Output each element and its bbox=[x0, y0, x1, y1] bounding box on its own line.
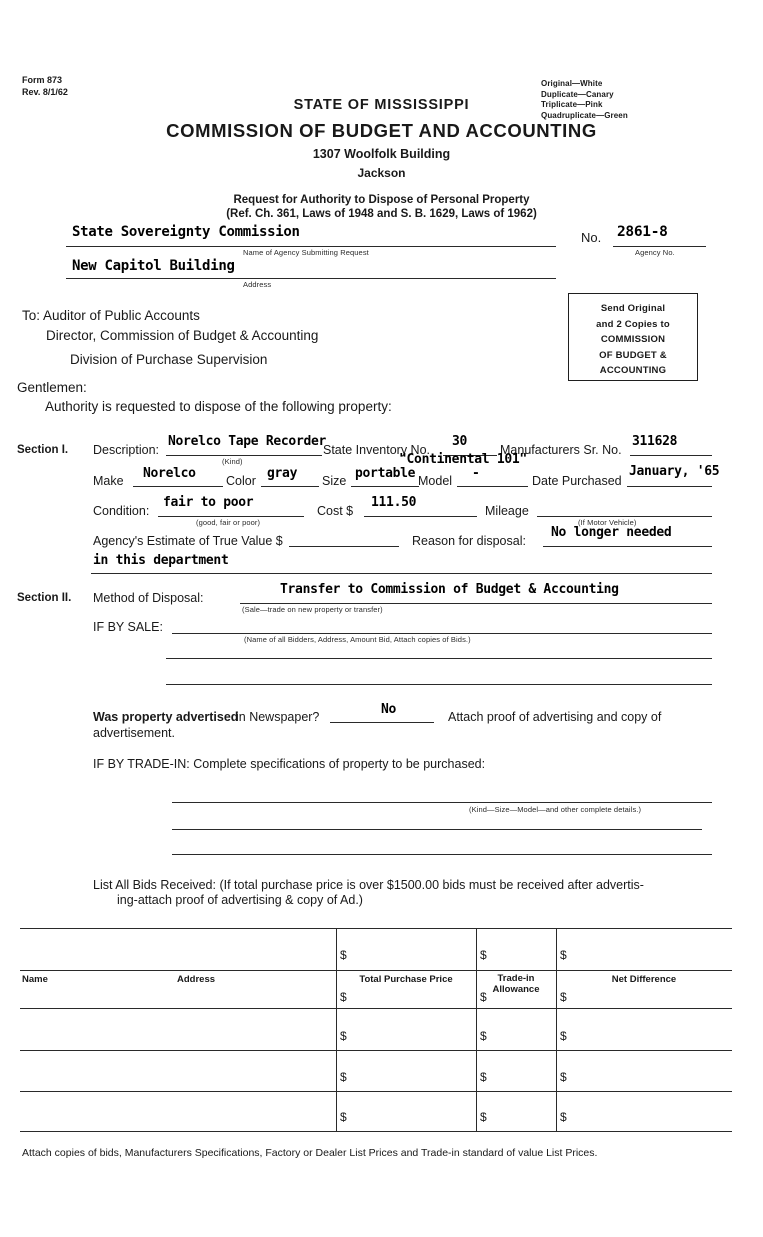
inventory-label: State Inventory No. bbox=[323, 443, 431, 457]
form-code-line2: Rev. 8/1/62 bbox=[22, 87, 68, 97]
send-box-line-5: ACCOUNTING bbox=[599, 365, 667, 376]
bids-row-2-tradein-currency: $ bbox=[480, 990, 487, 1004]
bids-row-5-net-currency: $ bbox=[560, 1110, 567, 1124]
method-caption: (Sale—trade on new property or transfer) bbox=[242, 605, 383, 614]
agency-name-caption: Name of Agency Submitting Request bbox=[243, 248, 369, 257]
bids-row-3-tradein-currency: $ bbox=[480, 1029, 487, 1043]
if-by-sale-rule-3 bbox=[166, 684, 712, 685]
model-value: - bbox=[472, 466, 480, 481]
addressee-line-3: Division of Purchase Supervision bbox=[70, 352, 268, 367]
bids-table-divider-1 bbox=[336, 928, 337, 1131]
bids-row-3-net-currency: $ bbox=[560, 1029, 567, 1043]
bids-row-1-total-currency: $ bbox=[340, 948, 347, 962]
model-note: "Continental 101" bbox=[399, 452, 527, 467]
agency-no-caption: Agency No. bbox=[635, 248, 675, 257]
bids-table-divider-3 bbox=[556, 928, 557, 1131]
date-purchased-rule bbox=[627, 486, 712, 487]
serial-label: Manufacturers Sr. No. bbox=[500, 443, 622, 457]
commission-title: COMMISSION OF BUDGET AND ACCOUNTING bbox=[166, 120, 597, 141]
mileage-rule bbox=[537, 516, 712, 517]
make-rule bbox=[133, 486, 223, 487]
agency-address-caption: Address bbox=[243, 280, 272, 289]
if-by-sale-caption: (Name of all Bidders, Address, Amount Bid, Attach copies of Bids.) bbox=[244, 635, 471, 644]
model-label: Model bbox=[418, 474, 453, 488]
trade-in-rule-1 bbox=[172, 802, 712, 803]
bids-row-5-total-currency: $ bbox=[340, 1110, 347, 1124]
bids-column-header-net-difference: Net Difference bbox=[611, 974, 677, 985]
form-code bbox=[22, 74, 68, 98]
send-box-line-2: and 2 Copies to bbox=[596, 318, 670, 330]
authority-statement: Authority is requested to dispose of the following property: bbox=[45, 399, 392, 414]
reason-label: Reason for disposal: bbox=[412, 534, 526, 548]
agency-no-rule bbox=[613, 246, 706, 247]
serial-rule bbox=[630, 455, 712, 456]
size-label: Size bbox=[322, 474, 347, 488]
cost-rule bbox=[364, 516, 477, 517]
addressee-line-1: To: Auditor of Public Accounts bbox=[22, 308, 200, 323]
building-address: 1307 Woolfolk Building bbox=[312, 147, 451, 161]
trade-in-caption: (Kind—Size—Model—and other complete details.) bbox=[469, 805, 642, 814]
estimate-label: Agency's Estimate of True Value $ bbox=[93, 534, 283, 548]
bids-column-header-trade-in-line2: Allowance bbox=[492, 984, 540, 995]
request-title: Request for Authority to Dispose of Personal Property bbox=[233, 194, 530, 206]
bids-table-rule-bottom bbox=[20, 1131, 732, 1132]
reason-rule bbox=[543, 546, 712, 547]
send-box-line-1: Send Original bbox=[600, 303, 666, 314]
copy-triplicate: Triplicate—Pink bbox=[541, 100, 603, 109]
bids-row-1-tradein-currency: $ bbox=[480, 948, 487, 962]
size-rule bbox=[351, 486, 419, 487]
estimate-rule bbox=[289, 546, 399, 547]
agency-name-rule bbox=[66, 246, 556, 247]
copy-original: Original—White bbox=[541, 79, 603, 88]
bids-row-4-net-currency: $ bbox=[560, 1070, 567, 1084]
bids-row-2-net-currency: $ bbox=[560, 990, 567, 1004]
salutation: Gentlemen: bbox=[17, 380, 87, 395]
reason-value-line-2: in this department bbox=[93, 553, 229, 568]
city: Jackson bbox=[357, 166, 406, 180]
description-caption: (Kind) bbox=[222, 457, 243, 466]
agency-name-value: State Sovereignty Commission bbox=[72, 224, 300, 240]
condition-value: fair to poor bbox=[163, 495, 254, 510]
method-value: Transfer to Commission of Budget & Accounting bbox=[280, 582, 619, 597]
bids-row-4-total-currency: $ bbox=[340, 1070, 347, 1084]
bids-row-2-total-currency: $ bbox=[340, 990, 347, 1004]
bids-instruction-line-2: ing-attach proof of advertising & copy of Ad.) bbox=[117, 893, 363, 907]
addressee-line-2: Director, Commission of Budget & Accounting bbox=[46, 328, 319, 343]
bids-column-header-total-purchase-price: Total Purchase Price bbox=[359, 974, 453, 985]
method-rule bbox=[240, 603, 712, 604]
description-value: Norelco Tape Recorder bbox=[168, 434, 327, 449]
state-title: STATE OF MISSISSIPPI bbox=[293, 97, 470, 113]
inventory-value: 30 bbox=[452, 434, 468, 449]
bids-instruction-line-1: List All Bids Received: (If total purchase price is over $1500.00 bids must be received after advertis- bbox=[93, 878, 644, 892]
condition-label: Condition: bbox=[93, 504, 150, 518]
size-value: portable bbox=[355, 466, 416, 481]
advertised-label-bold: Was property advertised bbox=[93, 710, 239, 724]
trade-in-rule-2 bbox=[172, 829, 702, 830]
cost-label: Cost $ bbox=[317, 504, 354, 518]
advertised-label-rest: in Newspaper? bbox=[236, 710, 320, 724]
if-by-sale-rule-1 bbox=[172, 633, 712, 634]
section-2-label: Section II. bbox=[17, 592, 72, 604]
agency-address-rule bbox=[66, 278, 556, 279]
advertised-value: No bbox=[381, 702, 397, 717]
reason-value: No longer needed bbox=[551, 525, 672, 540]
bids-row-3-total-currency: $ bbox=[340, 1029, 347, 1043]
trade-in-rule-3 bbox=[172, 854, 712, 855]
color-label: Color bbox=[226, 474, 256, 488]
method-label: Method of Disposal: bbox=[93, 591, 204, 605]
bids-table-rule-3 bbox=[20, 1091, 732, 1092]
description-label: Description: bbox=[93, 443, 159, 457]
date-purchased-label: Date Purchased bbox=[532, 474, 622, 488]
send-instructions-box bbox=[568, 293, 698, 381]
request-reference: (Ref. Ch. 361, Laws of 1948 and S. B. 1629, Laws of 1962) bbox=[226, 208, 537, 220]
advertised-tail-2: advertisement. bbox=[93, 726, 175, 740]
condition-rule bbox=[158, 516, 304, 517]
bids-row-4-tradein-currency: $ bbox=[480, 1070, 487, 1084]
send-box-line-3: COMMISSION bbox=[600, 334, 666, 345]
trade-in-label: IF BY TRADE-IN: Complete specifications of property to be purchased: bbox=[93, 757, 486, 771]
advertised-rule bbox=[330, 722, 434, 723]
reason-rule-2 bbox=[91, 573, 712, 574]
color-value: gray bbox=[267, 466, 298, 481]
serial-value: 311628 bbox=[632, 434, 678, 449]
description-rule bbox=[166, 455, 322, 456]
bids-column-header-name: Name bbox=[22, 974, 48, 985]
agency-no-label: No. bbox=[581, 230, 602, 245]
model-rule bbox=[457, 486, 528, 487]
advertised-tail: Attach proof of advertising and copy of bbox=[448, 710, 662, 724]
form-code-line1: Form 873 bbox=[22, 75, 63, 85]
bids-table-rule-2 bbox=[20, 1050, 732, 1051]
color-rule bbox=[261, 486, 319, 487]
bids-column-header-address: Address bbox=[177, 974, 216, 985]
bids-row-5-tradein-currency: $ bbox=[480, 1110, 487, 1124]
bids-row-1-net-currency: $ bbox=[560, 948, 567, 962]
bids-table-rule-top bbox=[20, 928, 732, 929]
footer-note: Attach copies of bids, Manufacturers Specifications, Factory or Dealer List Prices and Trade-in standard of value List Prices. bbox=[22, 1147, 598, 1159]
make-label: Make bbox=[93, 474, 124, 488]
condition-caption: (good, fair or poor) bbox=[196, 518, 261, 527]
bids-column-header-trade-in: Trade-in bbox=[497, 973, 535, 984]
mileage-label: Mileage bbox=[485, 504, 529, 518]
bids-table bbox=[20, 928, 732, 1136]
mileage-caption: (If Motor Vehicle) bbox=[578, 518, 637, 527]
agency-no-value: 2861-8 bbox=[617, 224, 668, 240]
section-1-label: Section I. bbox=[17, 444, 69, 456]
date-purchased-value: January, '65 bbox=[629, 464, 720, 479]
bids-table-rule-1 bbox=[20, 1008, 732, 1009]
agency-address-value: New Capitol Building bbox=[72, 258, 235, 274]
bids-table-rule-header bbox=[20, 970, 732, 971]
if-by-sale-label: IF BY SALE: bbox=[93, 620, 163, 634]
cost-value: 111.50 bbox=[371, 495, 417, 510]
send-box-line-4: OF BUDGET & bbox=[599, 349, 667, 361]
copy-quadruplicate: Quadruplicate—Green bbox=[541, 110, 628, 120]
if-by-sale-rule-2 bbox=[166, 658, 712, 659]
copy-duplicate: Duplicate—Canary bbox=[541, 89, 614, 99]
bids-table-divider-2 bbox=[476, 928, 477, 1131]
make-value: Norelco bbox=[143, 466, 196, 481]
